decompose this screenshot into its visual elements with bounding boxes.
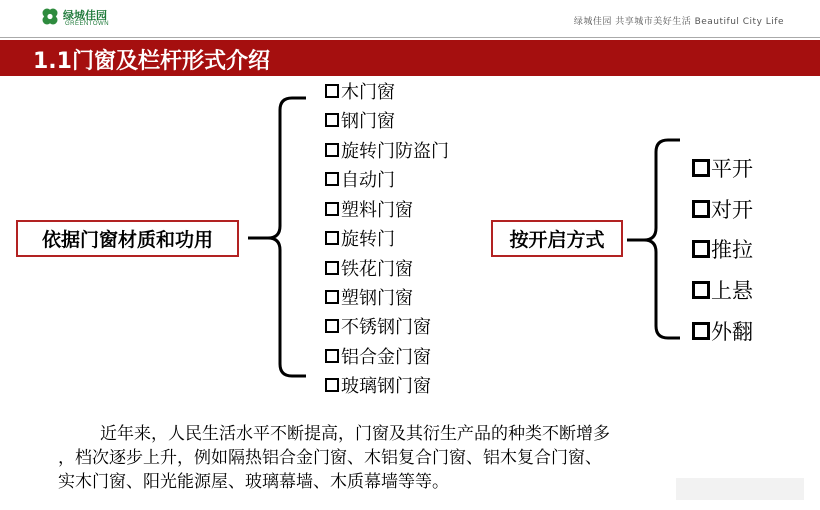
left-brace	[248, 98, 306, 376]
list-item: 上悬	[692, 276, 753, 304]
list-item: 不锈钢门窗	[325, 314, 431, 338]
list-item: 推拉	[692, 235, 753, 263]
description-paragraph	[58, 422, 738, 494]
checkbox-square-icon	[325, 231, 339, 245]
material-function-label	[16, 220, 239, 257]
checkbox-square-icon	[325, 349, 339, 363]
checkbox-square-icon	[325, 261, 339, 275]
list-item: 玻璃钢门窗	[325, 373, 431, 397]
checkbox-square-icon	[692, 200, 710, 218]
checkbox-square-icon	[325, 84, 339, 98]
list-item: 铝合金门窗	[325, 344, 431, 368]
title-bar	[0, 40, 820, 76]
paragraph-line: 近年来，人民生活水平不断提高，门窗及其衍生产品的种类不断增多	[100, 424, 610, 444]
paragraph-line: 实木门窗、阳光能源屋、玻璃幕墙、木质幕墙等等。	[58, 472, 449, 492]
logo-english-name: GREENTOWN	[65, 21, 110, 27]
checkbox-square-icon	[692, 240, 710, 258]
checkbox-square-icon	[325, 202, 339, 216]
top-bar	[0, 0, 820, 36]
paragraph-line: ，档次逐步上升，例如隔热铝合金门窗、木铝复合门窗、铝木复合门窗、	[58, 448, 602, 468]
list-item: 自动门	[325, 167, 395, 191]
header-slogan: 绿城佳园 共享城市美好生活 Beautiful City Life	[573, 17, 784, 27]
list-item: 铁花门窗	[325, 256, 413, 280]
logo-chinese-name: 绿城佳园	[63, 9, 107, 22]
header-divider	[0, 37, 820, 38]
list-item: 平开	[692, 154, 753, 182]
list-item: 木门窗	[325, 79, 395, 103]
checkbox-square-icon	[325, 172, 339, 186]
clover-logo-icon	[40, 7, 60, 27]
brand-logo	[40, 5, 112, 31]
page-title: 1.1门窗及栏杆形式介绍	[33, 49, 270, 74]
checkbox-square-icon	[325, 143, 339, 157]
list-item: 对开	[692, 195, 753, 223]
list-item: 外翻	[692, 317, 753, 345]
checkbox-square-icon	[325, 290, 339, 304]
checkbox-square-icon	[692, 281, 710, 299]
opening-method-label-text: 按开启方式	[509, 229, 605, 251]
list-item: 钢门窗	[325, 108, 395, 132]
material-function-label-text: 依据门窗材质和功用	[41, 229, 213, 251]
list-item: 旋转门防盗门	[325, 138, 449, 162]
checkbox-square-icon	[692, 322, 710, 340]
list-item: 塑钢门窗	[325, 285, 413, 309]
right-brace	[627, 140, 680, 338]
checkbox-square-icon	[325, 113, 339, 127]
list-item: 塑料门窗	[325, 197, 413, 221]
faint-placeholder-box	[676, 478, 804, 500]
checkbox-square-icon	[692, 159, 710, 177]
checkbox-square-icon	[325, 378, 339, 392]
list-item: 旋转门	[325, 226, 395, 250]
opening-method-label	[491, 220, 623, 257]
checkbox-square-icon	[325, 319, 339, 333]
